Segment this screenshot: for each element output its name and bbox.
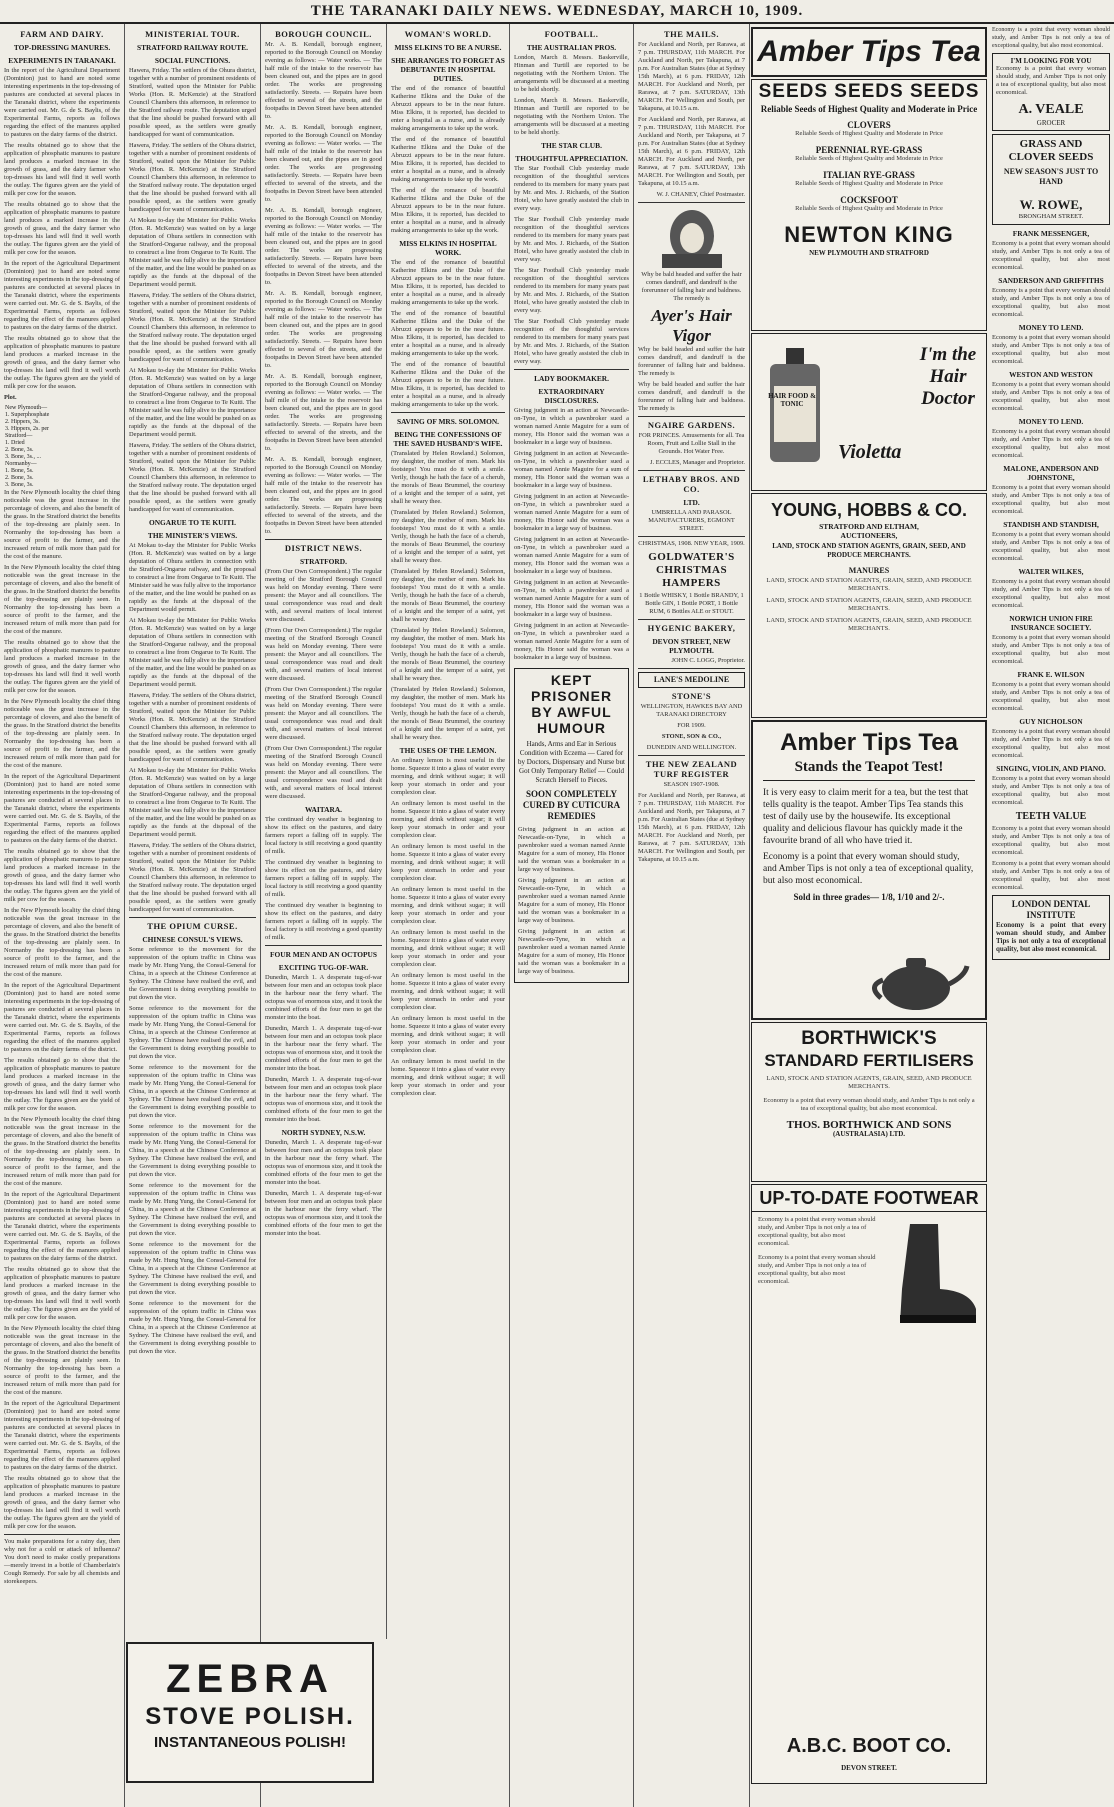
ayer-ad [638, 206, 745, 413]
article-body: The results obtained go to show that the application of phosphatic manures to pasture land produces a marked increase in the growth of grass, and the dairy farmer who top-dresses his land will find it well worth the outlay. The figures given are the yield of milk per cow for the season. [4, 1057, 120, 1112]
table-row: 3. Bone, 3s. [5, 482, 34, 488]
table-row: New Plymouth— [5, 405, 48, 411]
cuticura-body: Hands, Arms and Ear in Serious Condition with Eczema — Cared for by Doctors, Dispensary and Nurse but Got Only Temporary Relief — Could Scratch Herself to Pieces. [518, 740, 625, 784]
hygienic-sub: DEVON STREET, NEW PLYMOUTH. [652, 637, 731, 655]
young-body: LAND, STOCK AND STATION AGENTS, GRAIN, SEED, AND PRODUCE MERCHANTS. [772, 542, 966, 559]
article-body: The continued dry weather is beginning to show its effect on the pastures, and dairy farmers report a falling off in supply. The local factory is still receiving a good quantity of milk. [265, 816, 382, 855]
article-body: At Mokau to-day the Minister for Public Works (Hon. R. McKenzie) was waited on by a large deputation of Ohura settlers in connection with the Stratford-Ongarue railway, and the proposal to construct a line from Ongarue to Te Kuiti. The Minister said he was fully alive to the importance of the matter, and the line would be pushed on as rapidly as the funds at the disposal of the Department would permit. [129, 367, 256, 438]
table-row: 3. Hippers, 2s. per [5, 426, 49, 432]
article-body: (Translated by Helen Rowland.) Solomon, my daughter, the mother of men. Mark his footsteps! You must do it with a smile. Verily, though he hath the face of a cherub, the morals of Beau Brummel, the courtesy of a knight and the temper of a saint, yet shall he weary thee. [391, 450, 505, 505]
article-body: In the New Plymouth locality the chief thing noticeable was the great increase in the percentage of clovers, and also the benefit of the grass. In the Stratford district the benefits of the top-dressing are plainly seen. In Normanby the top-dressing has been a source of profit to the farmer, and the increased return of milk more than paid for the cost of the manure. [4, 907, 120, 978]
borthwick-text: Economy is a point that every woman should study, and Amber Tips is not only a tea of exceptional quality, but also most economical. [763, 1097, 975, 1112]
article-body: In the New Plymouth locality the chief thing noticeable was the great increase in the percentage of clovers, and also the benefit of the grass. In the Stratford district the benefits of the top-dressing are plainly seen. In Normanby the top-dressing has been a source of profit to the farmer, and the increased return of milk more than paid for the cost of the manure. [4, 564, 120, 635]
norwich-text: Economy is a point that every woman should study, and Amber Tips is not only a tea of exceptional quality, but also most economical. [992, 634, 1110, 665]
column-farm-dairy [0, 24, 125, 1807]
article-body: The Star Football Club yesterday made recognition of the thoughtful services rendered to its members for many years past by Mr. and Mrs. J. Richards, of the Station Hotel, who have greatly assisted the club in every way. [514, 165, 629, 212]
veale-ad [992, 53, 1110, 131]
article-body: The results obtained go to show that the application of phosphatic manures to pasture land produces a marked increase in the growth of grass, and the dairy farmer who top-dresses his land will find it well worth the outlay. The figures given are the yield of milk per cow for the season. [4, 142, 120, 197]
amber2-body: It is very easy to claim merit for a tea, but the test that tells quality is the teapot. Amber Tips Tea stands this test of daily use by the housewife. Its exceptional quality and delicious flavour has quickly made it the favourite brand of all who have tried it. [763, 788, 969, 846]
article-subheadline: BEING THE CONFESSIONS OF THE SAVED HUSBAND'S WIFE. [393, 430, 503, 448]
article-body: In the New Plymouth locality the chief thing noticeable was the great increase in the percentage of clovers, and also the benefit of the grass. In the Stratford district the benefits of the top-dressing are plainly seen. In Normanby the top-dressing has been a source of profit to the farmer, and the increased return of milk more than paid for the cost of the manure. [4, 1116, 120, 1187]
section-heading: DISTRICT NEWS. [284, 543, 363, 553]
amber-tips-teapot-ad [751, 720, 987, 1020]
article-body: Some reference to the movement for the suppression of the opium traffic in China was made by Mr. Hung Yung, the Consul-General for China, in a speech at the Chinese Conference at Sydney. The Chinese have realised the evil, and the Government is doing everything possible to put down the vice. [129, 946, 256, 1001]
article-body: In the report of the Agricultural Department (Dominion) just to hand are noted some interesting experiments in the top-dressing of pastures are conducted at several places in the Taranaki district, where the experiments were carried out. Mr. G. de S. Baylis, of the Experimental Farms, reports as follows regarding the effect of the manures applied to pastures on the dairy farms of the district. [4, 1400, 120, 1471]
ngaire-body: FOR PRINCES. Amusements for all. Tea Room, Fruit and Lollie Stall in the Grounds. Hot Water Free. [638, 432, 745, 455]
sanderson-text: Economy is a point that every woman should study, and Amber Tips is not only a tea of exceptional quality, but also most economical. [992, 287, 1110, 318]
article-body: An ordinary lemon is most useful in the home. Squeeze it into a glass of water every morning, and drink without sugar; it will keep your stomach in order and your complexion clear. [391, 1058, 505, 1097]
column-football [510, 24, 634, 1807]
article-body: Hawera, Friday. The settlers of the Ohura district, together with a number of prominent residents of Stratford, waited upon the Minister for Public Works (Hon. R. McKenzie) at the Stratford Council Chambers this afternoon, in reference to the Stratford railway route. The deputation urged that the line should be pushed forward with all possible speed, as the settlers were greatly handicapped for want of communication. [129, 842, 256, 913]
stone-sub: WELLINGTON, HAWKES BAY AND TARANAKI DIRECTORY [640, 703, 743, 718]
masthead: THE TARANAKI DAILY NEWS. WEDNESDAY, MARCH 10, 1909. [0, 0, 1114, 24]
seeds-sub: Reliable Seeds of Highest Quality and Moderate in Price [760, 104, 978, 114]
cuticura-testimonial: Giving judgment in an action at Newcastle-on-Tyne, in which a pawnbroker sued a woman named Annie Maguire for a sum of money, His Honor said the woman was a bookmaker in a large way of business. [518, 826, 625, 873]
nicholson-text: Economy is a point that every woman should study, and Amber Tips is not only a tea of exceptional quality, but also most economical. [992, 728, 1110, 759]
table-row: 1. Superphosphate [5, 412, 50, 418]
sanderson-title: SANDERSON AND GRIFFITHS [998, 276, 1104, 285]
stone-company: STONE, SON & CO., [661, 733, 722, 740]
article-body: (From Our Own Correspondent.) The regular meeting of the Stratford Borough Council was held on Monday evening. There were present: the Mayor and all councillors. The usual correspondence was read and dealt with, and several matters of local interest were discussed. [265, 568, 382, 623]
article-body: Mr. A. B. Kendall, borough engineer, reported to the Borough Council on Monday evening as follows: — Water works. — The half mile of the intake to the reservoir has been cleaned out, and the pipes are in good order. The works are progressing satisfactorily. Streets. — Repairs have been effected to several of the streets, and the footpaths in Devon Street have been attended to. [265, 124, 382, 203]
manures-heading: MANURES [848, 566, 890, 575]
article-body: The end of the romance of beautiful Katherine Elkins and the Duke of the Abruzzi appears to be in the near future. Miss Elkins, it is reported, has decided to enter a hospital as a nurse, and is already making arrangements to take up the work. [391, 85, 505, 132]
column-mails [634, 24, 750, 1807]
footwear-ad [751, 1184, 987, 1784]
mails-signature: W. J. CHANEY, Chief Postmaster. [656, 191, 745, 198]
mails-schedule: For Auckland and North, per Rarawa, at 7 p.m. THURSDAY, 11th MARCH. For Auckland and North, per Takapuna, at 7 p.m. For Australian States (due at Sydney 15th March), at 6 p.m. FRIDAY, 12th MARCH. For Auckland and North, per Rarawa, at 7 p.m. SATURDAY, 13th MARCH. For Wellington and South, per Takapuna, at 10.15 a.m. [638, 116, 745, 187]
article-body: At Mokau to-day the Minister for Public Works (Hon. R. McKenzie) was waited on by a large deputation of Ohura settlers in connection with the Stratford-Ongarue railway, and the proposal to construct a line from Ongarue to Te Kuiti. The Minister said he was fully alive to the importance of the matter, and the line would be pushed on as rapidly as the funds at the disposal of the Department would permit. [129, 542, 256, 613]
article-body: The end of the romance of beautiful Katherine Elkins and the Duke of the Abruzzi appears to be in the near future. Miss Elkins, it is reported, has decided to enter a hospital as a nurse, and is already making arrangements to take up the work. [391, 310, 505, 357]
borthwick-text: LAND, STOCK AND STATION AGENTS, GRAIN, SEED, AND PRODUCE MERCHANTS. [766, 1075, 972, 1090]
article-body: (From Our Own Correspondent.) The regular meeting of the Stratford Borough Council was held on Monday evening. There were present: the Mayor and all councillors. The usual correspondence was read and dealt with, and several matters of local interest were discussed. [265, 745, 382, 800]
norwich-title: NORWICH UNION FIRE INSURANCE SOCIETY. [1009, 614, 1093, 632]
article-subheadline: THE MINISTER'S VIEWS. [147, 531, 238, 540]
veale-text: Economy is a point that every woman should study, and Amber Tips is not only a tea of exceptional quality, but also most economical. [996, 65, 1106, 96]
london-dental-title: LONDON DENTAL INSTITUTE [1011, 899, 1091, 920]
article-headline: MISS ELKINS TO BE A NURSE. [394, 43, 502, 52]
article-body: Hawera, Friday. The settlers of the Ohura district, together with a number of prominent residents of Stratford, waited upon the Minister for Public Works (Hon. R. McKenzie) at the Stratford Council Chambers this afternoon, in reference to the Stratford railway route. The deputation urged that the line should be pushed forward with all possible speed, as the settlers were greatly handicapped for want of communication. [129, 142, 256, 213]
article-body: Hawera, Friday. The settlers of the Ohura district, together with a number of prominent residents of Stratford, waited upon the Minister for Public Works (Hon. R. McKenzie) at the Stratford Council Chambers this afternoon, in reference to the Stratford railway route. The deputation urged that the line should be pushed forward with all possible speed, as the settlers were greatly handicapped for want of communication. [129, 67, 256, 138]
newton-sub: NEW PLYMOUTH AND STRATFORD [809, 249, 929, 257]
article-body: In the New Plymouth locality the chief thing noticeable was the great increase in the percentage of clovers, and also the benefit of the grass. In the Stratford district the benefits of the top-dressing are plainly seen. In Normanby the top-dressing has been a source of profit to the farmer, and the increased return of milk more than paid for the cost of the manure. [4, 698, 120, 769]
section-heading: WOMAN'S WORLD. [404, 29, 492, 39]
zebra-line2: STOVE POLISH. [145, 1703, 355, 1730]
frank-wilson-title: FRANK E. WILSON [1017, 670, 1085, 679]
article-body: Mr. A. B. Kendall, borough engineer, reported to the Borough Council on Monday evening as follows: — Water works. — The half mile of the intake to the reservoir has been cleaned out, and the pipes are in good order. The works are progressing satisfactorily. Streets. — Repairs have been effected to several of the streets, and the footpaths in Devon Street have been attended to. [265, 290, 382, 369]
article-headline: SAVING OF MRS. SOLOMON. [396, 417, 500, 426]
article-body: (Translated by Helen Rowland.) Solomon, my daughter, the mother of men. Mark his footsteps! You must do it with a smile. Verily, though he hath the face of a cherub, the morals of Beau Brummel, the courtesy of a knight and the temper of a saint, yet shall he weary thee. [391, 627, 505, 682]
article-body: Hawera, Friday. The settlers of the Ohura district, together with a number of prominent residents of Stratford, waited upon the Minister for Public Works (Hon. R. McKenzie) at the Stratford Council Chambers this afternoon, in reference to the Stratford railway route. The deputation urged that the line should be pushed forward with all possible speed, as the settlers were greatly handicapped for want of communication. [129, 692, 256, 763]
messenger-title: FRANK MESSENGER, [1012, 229, 1090, 238]
table-row: 2. Bone, 3s. [5, 475, 34, 481]
teeth-text: Economy is a point that every woman should study, and Amber Tips is not only a tea of exceptional quality, but also most economical. [992, 825, 1110, 856]
column-classifieds [988, 24, 1114, 1807]
article-headline: FOUR MEN AND AN OCTOPUS [269, 950, 378, 959]
cocksfoot-text: Reliable Seeds of Highest Quality and Moderate in Price [795, 205, 943, 212]
lethaby-title: LETHABY BROS. AND CO. [642, 474, 741, 494]
article-subheadline: EXPERIMENTS IN TARANAKI. [8, 56, 116, 65]
article-body: The results obtained go to show that the application of phosphatic manures to pasture land produces a marked increase in the growth of grass, and the dairy farmer who top-dresses his land will find it well worth the outlay. The figures given are the yield of milk per cow for the season. [4, 201, 120, 256]
article-headline: ONGARUE TO TE KUITI. [148, 518, 237, 527]
hygienic-title: HYGENIC BAKERY, [647, 623, 736, 633]
woman-portrait-illustration [642, 206, 742, 268]
article-body: The end of the romance of beautiful Katherine Elkins and the Duke of the Abruzzi appears to be in the near future. Miss Elkins, it is reported, has decided to enter a hospital as a nurse, and is already making arrangements to take up the work. [391, 187, 505, 234]
amber2-body2: Economy is a point that every woman should study, and Amber Tips is not only a tea of exceptional quality, but also most economical. [763, 852, 974, 886]
violetta-ad [751, 333, 987, 491]
table-row: 1. Bone, 5s. [5, 468, 34, 474]
amber2-sub: Stands the Teapot Test! [763, 758, 975, 781]
singing-title: SINGING, VIOLIN, AND PIANO. [996, 764, 1106, 773]
footwear-list: Economy is a point that every woman should study, and Amber Tips is not only a tea of exceptional quality, but also most economical. [758, 1254, 876, 1285]
young-list: LAND, STOCK AND STATION AGENTS, GRAIN, SEED, AND PRODUCE MERCHANTS. [766, 577, 972, 592]
veale-top: I'M LOOKING FOR YOU [1010, 57, 1092, 65]
borthwick-ad [751, 1022, 987, 1182]
article-subheadline: CHINESE CONSUL'S VIEWS. [142, 935, 243, 944]
lethaby-sub: LTD. [683, 498, 700, 507]
italian-heading: ITALIAN RYE-GRASS [823, 170, 915, 180]
table-row: 3. Bone, 3s., ... [5, 454, 41, 460]
goldwater-body: 1 Bottle WHISKY, 1 Bottle BRANDY, 1 Bottle GIN, 1 Bottle PORT, 1 Bottle RUM, 6 Bottles ALE or STOUT. [639, 592, 744, 615]
article-body: In the report of the Agricultural Department (Dominion) just to hand are noted some interesting experiments in the top-dressing of pastures are conducted at several places in the Taranaki district, where the experiments were carried out. Mr. G. de S. Baylis, of the Experimental Farms, reports as follows regarding the effect of the manures applied to pastures on the dairy farms of the district. [4, 773, 120, 844]
column-womans-world [387, 24, 510, 1807]
article-body: At Mokau to-day the Minister for Public Works (Hon. R. McKenzie) was waited on by a large deputation of Ohura settlers in connection with the Stratford-Ongarue railway, and the proposal to construct a line from Ongarue to Te Kuiti. The Minister said he was fully alive to the importance of the matter, and the line would be pushed on as rapidly as the funds at the disposal of the Department would permit. [129, 217, 256, 288]
article-body: (From Our Own Correspondent.) The regular meeting of the Stratford Borough Council was held on Monday evening. There were present: the Mayor and all councillors. The usual correspondence was read and dealt with, and several matters of local interest were discussed. [265, 627, 382, 682]
table-label: Plot. [4, 394, 17, 401]
money-title: MONEY TO LEND. [1018, 323, 1084, 332]
article-headline: THE OPIUM CURSE. [147, 921, 238, 931]
london-dental-text: Economy is a point that every woman should study, and Amber Tips is not only a tea of exceptional quality, but also most economical. [996, 921, 1106, 953]
article-body: Giving judgment in an action at Newcastle-on-Tyne, in which a pawnbroker sued a woman named Annie Maguire for a sum of money, His Honor said the woman was a bookmaker in a large way of business. [514, 450, 629, 489]
article-body: Hawera, Friday. The settlers of the Ohura district, together with a number of prominent residents of Stratford, waited upon the Minister for Public Works (Hon. R. McKenzie) at the Stratford Council Chambers this afternoon, in reference to the Stratford railway route. The deputation urged that the line should be pushed forward with all possible speed, as the settlers were greatly handicapped for want of communication. [129, 292, 256, 363]
zebra-polish-ad [126, 1642, 374, 1783]
article-subheadline: STRATFORD. [300, 557, 347, 566]
cocksfoot-heading: COCKSFOOT [840, 195, 898, 205]
article-body: In the report of the Agricultural Department (Dominion) just to hand are noted some interesting experiments in the top-dressing of pastures are conducted at several places in the Taranaki district, where the experiments were carried out. Mr. G. de S. Baylis, of the Experimental Farms, reports as follows regarding the effect of the manures applied to pastures on the dairy farms of the district. [4, 1191, 120, 1262]
ryegrass-text: Reliable Seeds of Highest Quality and Moderate in Price [795, 155, 943, 162]
borthwick-signature2: (AUSTRALASIA) LTD. [832, 1130, 906, 1138]
young-sub2: AUCTIONEERS, [840, 531, 898, 540]
mails-schedule: For Auckland and North, per Rarawa, at 7 p.m. THURSDAY, 11th MARCH. For Auckland and North, per Takapuna, at 7 p.m. For Australian States (due at Sydney 15th March), at 6 p.m. FRIDAY, 12th MARCH. For Auckland and North, per Rarawa, at 7 p.m. SATURDAY, 13th MARCH. For Wellington and South, per Takapuna, at 10.15 a.m. [638, 41, 745, 112]
article-body: Giving judgment in an action at Newcastle-on-Tyne, in which a pawnbroker sued a woman named Annie Maguire for a sum of money, His Honor said the woman was a bookmaker in a large way of business. [514, 579, 629, 618]
article-headline: LADY BOOKMAKER. [534, 374, 609, 383]
section-heading: THE MAILS. [663, 29, 720, 39]
standish-title: STANDISH AND STANDISH, [1003, 520, 1099, 529]
article-subheadline: MISS ELKINS IN HOSPITAL WORK. [399, 239, 497, 257]
article-body: The results obtained go to show that the application of phosphatic manures to pasture land produces a marked increase in the growth of grass, and the dairy farmer who top-dresses his land will find it well worth the outlay. The figures given are the yield of milk per cow for the season. [4, 1475, 120, 1530]
article-body: An ordinary lemon is most useful in the home. Squeeze it into a glass of water every morning, and drink without sugar; it will keep your stomach in order and your complexion clear. [391, 800, 505, 839]
money-text: Economy is a point that every woman should study, and Amber Tips is not only a tea of exceptional quality, but also most economical. [992, 334, 1110, 365]
article-body: The continued dry weather is beginning to show its effect on the pastures, and dairy farmers report a falling off in supply. The local factory is still receiving a good quantity of milk. [265, 859, 382, 898]
article-body: Some reference to the movement for the suppression of the opium traffic in China was made by Mr. Hung Yung, the Consul-General for China, in a speech at the Chinese Conference at Sydney. The Chinese have realised the evil, and the Government is doing everything possible to put down the vice. [129, 1241, 256, 1296]
young-title: YOUNG, HOBBS & CO. [770, 500, 967, 520]
ayer-testimonial: Why be bald headed and suffer the hair comes dandruff, and dandruff is the forerunner of falling hair and baldness. The remedy is [638, 381, 745, 412]
article-body: Some reference to the movement for the suppression of the opium traffic in China was made by Mr. Hung Yung, the Consul-General for China, in a speech at the Chinese Conference at Sydney. The Chinese have realised the evil, and the Government is doing everything possible to put down the vice. [129, 1123, 256, 1178]
article-body: The continued dry weather is beginning to show its effect on the pastures, and dairy farmers report a falling off in supply. The local factory is still receiving a good quantity of milk. [265, 902, 382, 941]
ayer-testimonial: Why be bald headed and suffer the hair comes dandruff, and dandruff is the forerunner of falling hair and baldness. The remedy is [638, 346, 745, 377]
cuticura-cure: SOON COMPLETELY CURED BY CUTICURA REMEDIES [522, 789, 621, 821]
rowe-sub: NEW SEASON'S JUST TO HAND [1003, 167, 1099, 186]
turf-title: THE NEW ZEALAND TURF REGISTER [645, 759, 738, 779]
article-subheadline: NORTH SYDNEY, N.S.W. [281, 1128, 366, 1137]
zebra-line3: INSTANTANEOUS POLISH! [154, 1734, 346, 1751]
table-row: 2. Hippers, 3s. [5, 419, 40, 425]
article-body: Mr. A. B. Kendall, borough engineer, reported to the Borough Council on Monday evening as follows: — Water works. — The half mile of the intake to the reservoir has been cleaned out, and the pipes are in good order. The works are progressing satisfactorily. Streets. — Repairs have been effected to several of the streets, and the footpaths in Devon Street have been attended to. [265, 41, 382, 120]
weston-text: Economy is a point that every woman should study, and Amber Tips is not only a tea of exceptional quality, but also most economical. [992, 381, 1110, 412]
article-body: The results obtained go to show that the application of phosphatic manures to pasture land produces a marked increase in the growth of grass, and the dairy farmer who top-dresses his land will find it well worth the outlay. The figures given are the yield of milk per cow for the season. [4, 335, 120, 390]
young-sub: STRATFORD AND ELTHAM, [819, 522, 919, 531]
article-body: In the report of the Agricultural Department (Dominion) just to hand are noted some interesting experiments in the top-dressing of pastures are conducted at several places in the Taranaki district, where the experiments were carried out. Mr. G. de S. Baylis, of the Experimental Farms, reports as follows regarding the effect of the manures applied to pastures on the dairy farms of the district. [4, 260, 120, 331]
messenger-text: Economy is a point that every woman should study, and Amber Tips is not only a tea of exceptional quality, but also most economical. [992, 240, 1110, 271]
rowe-name: W. ROWE, [1019, 197, 1083, 212]
section-heading: MINISTERIAL TOUR. [145, 29, 240, 39]
article-body: London, March 8. Messrs. Baskerville, Hinman and Turtill are reported to be negotiating with the Northern Union. The arrangements will be discussed at a meeting to be held shortly. [514, 54, 629, 93]
hair-food-label: HAIR FOOD & TONIC [768, 392, 816, 408]
abc-sub: DEVON STREET. [841, 1764, 897, 1772]
amber2-title: Amber Tips Tea [780, 729, 958, 756]
hygienic-signature: JOHN C. LOGG, Proprietor. [671, 657, 745, 664]
article-body: At Mokau to-day the Minister for Public Works (Hon. R. McKenzie) was waited on by a large deputation of Ohura settlers in connection with the Stratford-Ongarue railway, and the proposal to construct a line from Ongarue to Te Kuiti. The Minister said he was fully alive to the importance of the matter, and the line would be pushed on as rapidly as the funds at the disposal of the Department would permit. [129, 617, 256, 688]
borthwick-title: BORTHWICK'S [801, 1028, 937, 1049]
article-subheadline: SOCIAL FUNCTIONS. [154, 56, 231, 65]
turf-body: For Auckland and North, per Rarawa, at 7 p.m. THURSDAY, 11th MARCH. For Auckland and North, per Takapuna, at 7 p.m. For Australian States (due at Sydney 15th March), at 6 p.m. FRIDAY, 12th MARCH. For Auckland and North, per Rarawa, at 7 p.m. SATURDAY, 13th MARCH. For Wellington and South, per Takapuna, at 10.15 a.m. [638, 792, 745, 863]
violetta-title: Violetta [838, 441, 902, 463]
article-headline: THE STAR CLUB. [541, 141, 602, 150]
rowe-ad [992, 134, 1110, 225]
walter-text: Economy is a point that every woman should study, and Amber Tips is not only a tea of exceptional quality, but also most economical. [992, 578, 1110, 609]
article-body: An ordinary lemon is most useful in the home. Squeeze it into a glass of water every morning, and drink without sugar; it will keep your stomach in order and your complexion clear. [391, 843, 505, 882]
lanes-title: LANE'S MEDOLINE [653, 675, 730, 684]
article-body: The results obtained go to show that the application of phosphatic manures to pasture land produces a marked increase in the growth of grass, and the dairy farmer who top-dresses his land will find it well worth the outlay. The figures given are the yield of milk per cow for the season. [4, 848, 120, 903]
article-body: Dunedin, March 1. A desperate tug-of-war between four men and an octopus took place in the harbour near the ferry wharf. The octopus was of enormous size, and it took the combined efforts of the four men to get the monster into the boat. [265, 1139, 382, 1186]
boot-illustration [890, 1219, 980, 1329]
goldwater-title: GOLDWATER'S CHRISTMAS HAMPERS [648, 551, 735, 589]
article-body: Hawera, Friday. The settlers of the Ohura district, together with a number of prominent residents of Stratford, waited upon the Minister for Public Works (Hon. R. McKenzie) at the Stratford Council Chambers this afternoon, in reference to the Stratford railway route. The deputation urged that the line should be pushed forward with all possible speed, as the settlers were greatly handicapped for want of communication. [129, 442, 256, 513]
article-body: Some reference to the movement for the suppression of the opium traffic in China was made by Mr. Hung Yung, the Consul-General for China, in a speech at the Chinese Conference at Sydney. The Chinese have realised the evil, and the Government is doing everything possible to put down the vice. [129, 1064, 256, 1119]
article-body: Mr. A. B. Kendall, borough engineer, reported to the Borough Council on Monday evening as follows: — Water works. — The half mile of the intake to the reservoir has been cleaned out, and the pipes are in good order. The works are progressing satisfactorily. Streets. — Repairs have been effected to several of the streets, and the footpaths in Devon Street have been attended to. [265, 373, 382, 452]
article-subheadline: EXCITING TUG-OF-WAR. [278, 963, 369, 972]
article-headline: STRATFORD RAILWAY ROUTE. [137, 43, 248, 52]
nicholson-title: GUY NICHOLSON [1019, 717, 1083, 726]
column-borough [261, 24, 387, 1639]
london-dental-ad [992, 895, 1110, 960]
stone-year: FOR 1909. [677, 722, 706, 729]
column-ministerial [125, 24, 261, 1807]
borthwick-signature: THOS. BORTHWICK AND SONS [786, 1119, 952, 1131]
article-body: Some reference to the movement for the suppression of the opium traffic in China was made by Mr. Hung Yung, the Consul-General for China, in a speech at the Chinese Conference at Sydney. The Chinese have realised the evil, and the Government is doing everything possible to put down the vice. [129, 1005, 256, 1060]
amber-tips-title: Amber Tips Tea [757, 35, 981, 68]
article-body: Giving judgment in an action at Newcastle-on-Tyne, in which a pawnbroker sued a woman named Annie Maguire for a sum of money, His Honor said the woman was a bookmaker in a large way of business. [514, 622, 629, 661]
stone-city: DUNEDIN AND WELLINGTON. [646, 744, 737, 751]
italian-text: Reliable Seeds of Highest Quality and Moderate in Price [795, 180, 943, 187]
amber2-prices: Sold in three grades— 1/8, 1/10 and 2/-. [793, 892, 945, 902]
young-list: LAND, STOCK AND STATION AGENTS, GRAIN, SEED, AND PRODUCE MERCHANTS. [766, 617, 972, 632]
article-body: Dunedin, March 1. A desperate tug-of-war between four men and an octopus took place in the harbour near the ferry wharf. The octopus was of enormous size, and it took the combined efforts of the four men to get the monster into the boat. [265, 1025, 382, 1072]
money-text: Economy is a point that every woman should study, and Amber Tips is not only a tea of exceptional quality, but also most economical. [992, 428, 1110, 459]
borthwick-sub: STANDARD FERTILISERS [764, 1051, 974, 1070]
article-body: (Translated by Helen Rowland.) Solomon, my daughter, the mother of men. Mark his footsteps! You must do it with a smile. Verily, though he hath the face of a cherub, the morals of Beau Brummel, the courtesy of a knight and the temper of a saint, yet shall he weary thee. [391, 568, 505, 623]
amber-tips-blurb: Economy is a point that every woman should study, and Amber Tips is not only a tea of exceptional quality, but also most economical. [992, 27, 1110, 49]
article-body: (Translated by Helen Rowland.) Solomon, my daughter, the mother of men. Mark his footsteps! You must do it with a smile. Verily, though he hath the face of a cherub, the morals of Beau Brummel, the courtesy of a knight and the temper of a saint, yet shall he weary thee. [391, 509, 505, 564]
table-row: Normanby— [5, 461, 37, 467]
young-list: LAND, STOCK AND STATION AGENTS, GRAIN, SEED, AND PRODUCE MERCHANTS. [766, 597, 972, 612]
section-heading: BOROUGH COUNCIL. [275, 29, 372, 39]
article-body: In the New Plymouth locality the chief thing noticeable was the great increase in the percentage of clovers, and also the benefit of the grass. In the Stratford district the benefits of the top-dressing are plainly seen. In Normanby the top-dressing has been a source of profit to the farmer, and the increased return of milk more than paid for the cost of the manure. [4, 1325, 120, 1396]
abc-title: A.B.C. BOOT CO. [786, 1735, 952, 1757]
article-body: Mr. A. B. Kendall, borough engineer, reported to the Borough Council on Monday evening as follows: — Water works. — The half mile of the intake to the reservoir has been cleaned out, and the pipes are in good order. The works are progressing satisfactorily. Streets. — Repairs have been effected to several of the streets, and the footpaths in Devon Street have been attended to. [265, 456, 382, 535]
weston-title: WESTON AND WESTON [1009, 370, 1093, 379]
walter-title: WALTER WILKES, [1018, 567, 1084, 576]
results-table [4, 405, 120, 489]
article-subheadline: THOUGHTFUL APPRECIATION. [515, 154, 628, 163]
lethaby-body: UMBRELLA AND PARASOL MANUFACTURERS, EGMONT STREET. [648, 509, 735, 532]
article-body: An ordinary lemon is most useful in the home. Squeeze it into a glass of water every morning, and drink without sugar; it will keep your stomach in order and your complexion clear. [391, 972, 505, 1011]
christmas-line: CHRISTMAS, 1908. NEW YEAR, 1909. [638, 540, 745, 547]
amber-tips-banner [751, 27, 987, 77]
article-body: The end of the romance of beautiful Katherine Elkins and the Duke of the Abruzzi appears to be in the near future. Miss Elkins, it is reported, has decided to enter a hospital as a nurse, and is already making arrangements to take up the work. [391, 136, 505, 183]
table-row: 1. Dried [5, 440, 25, 446]
article-body: (Translated by Helen Rowland.) Solomon, my daughter, the mother of men. Mark his footsteps! You must do it with a smile. Verily, though he hath the face of a cherub, the morals of Beau Brummel, the courtesy of a knight and the temper of a saint, yet shall he weary thee. [391, 686, 505, 741]
ngaire-title: NGAIRE GARDENS. [647, 420, 736, 430]
cuticura-testimonial: Giving judgment in an action at Newcastle-on-Tyne, in which a pawnbroker sued a woman named Annie Maguire for a sum of money, His Honor said the woman was a bookmaker in a large way of business. [518, 877, 625, 924]
stone-title: STONE'S [671, 691, 712, 701]
teeth-title: TEETH VALUE [1015, 811, 1087, 822]
article-headline: THE USES OF THE LEMON. [399, 746, 497, 755]
seeds-header: SEEDS SEEDS SEEDS [758, 81, 980, 102]
chamberlain-notice: You make preparations for a rainy day, then why not for a cold or attack of influenza? You don't need to make costly preparations—merely invest in a bottle of Chamberlain's Cough Remedy. For sale by all chemists and storekeepers. [4, 1538, 120, 1585]
cuticura-ad [514, 668, 629, 983]
seeds-ad [751, 79, 987, 331]
cuticura-testimonial: Giving judgment in an action at Newcastle-on-Tyne, in which a pawnbroker sued a woman named Annie Maguire for a sum of money, His Honor said the woman was a bookmaker in a large way of business. [518, 928, 625, 975]
article-body: The Star Football Club yesterday made recognition of the thoughtful services rendered to its members for many years past by Mr. and Mrs. J. Richards, of the Station Hotel, who have greatly assisted the club in every way. [514, 216, 629, 263]
clovers-heading: CLOVERS [847, 120, 891, 130]
ayer-body: Why be bald headed and suffer the hair comes dandruff, and dandruff is the forerunner of falling hair and baldness. The remedy is [641, 271, 742, 302]
article-headline: THE AUSTRALIAN PROS. [526, 43, 617, 52]
article-body: Giving judgment in an action at Newcastle-on-Tyne, in which a pawnbroker sued a woman named Annie Maguire for a sum of money, His Honor said the woman was a bookmaker in a large way of business. [514, 493, 629, 532]
article-body: In the report of the Agricultural Department (Dominion) just to hand are noted some interesting experiments in the top-dressing of pastures are conducted at several places in the Taranaki district, where the experiments were carried out. Mr. G. de S. Baylis, of the Experimental Farms, reports as follows regarding the effect of the manures applied to pastures on the dairy farms of the district. [4, 67, 120, 138]
newton-title: NEWTON KING [784, 222, 954, 247]
cuticura-title: KEPT PRISONER BY AWFUL HUMOUR [530, 672, 613, 736]
veale-sub: GROCER [1036, 119, 1066, 127]
teapot-illustration [861, 952, 971, 1012]
footwear-title: UP-TO-DATE FOOTWEAR [752, 1185, 986, 1212]
article-body: Dunedin, March 1. A desperate tug-of-war between four men and an octopus took place in the harbour near the ferry wharf. The octopus was of enormous size, and it took the combined efforts of the four men to get the monster into the boat. [265, 1076, 382, 1123]
footwear-list: Economy is a point that every woman should study, and Amber Tips is not only a tea of exceptional quality, but also most economical. [758, 1216, 876, 1247]
article-subheadline: WAITARA. [304, 805, 343, 814]
malone-text: Economy is a point that every woman should study, and Amber Tips is not only a tea of exceptional quality, but also most economical. [992, 484, 1110, 515]
article-subheadline: SHE ARRANGES TO FORGET AS DEBUTANTE IN HOSPITAL DUTIES. [391, 56, 505, 83]
article-body: An ordinary lemon is most useful in the home. Squeeze it into a glass of water every morning, and drink without sugar; it will keep your stomach in order and your complexion clear. [391, 1015, 505, 1054]
article-body: The Star Football Club yesterday made recognition of the thoughtful services rendered to its members for many years past by Mr. and Mrs. J. Richards, of the Station Hotel, who have greatly assisted the club in every way. [514, 318, 629, 365]
article-body: The Star Football Club yesterday made recognition of the thoughtful services rendered to its members for many years past by Mr. and Mrs. J. Richards, of the Station Hotel, who have greatly assisted the club in every way. [514, 267, 629, 314]
ayer-title: Ayer's Hair Vigor [651, 306, 732, 345]
article-subheadline: EXTRAORDINARY DISCLOSURES. [538, 387, 605, 405]
article-headline: TOP-DRESSING MANURES. [13, 43, 111, 52]
article-body: In the report of the Agricultural Department (Dominion) just to hand are noted some interesting experiments in the top-dressing of pastures are conducted at several places in the Taranaki district, where the experiments were carried out. Mr. G. de S. Baylis, of the Experimental Farms, reports as follows regarding the effect of the manures applied to pastures on the dairy farms of the district. [4, 982, 120, 1053]
article-body: London, March 8. Messrs. Baskerville, Hinman and Turtill are reported to be negotiating with the Northern Union. The arrangements will be discussed at a meeting to be held shortly. [514, 97, 629, 136]
zebra-title: ZEBRA [166, 1657, 334, 1701]
article-body: Giving judgment in an action at Newcastle-on-Tyne, in which a pawnbroker sued a woman named Annie Maguire for a sum of money, His Honor said the woman was a bookmaker in a large way of business. [514, 536, 629, 575]
young-hobbs-ad [751, 493, 987, 718]
article-body: Mr. A. B. Kendall, borough engineer, reported to the Borough Council on Monday evening as follows: — Water works. — The half mile of the intake to the reservoir has been cleaned out, and the pipes are in good order. The works are progressing satisfactorily. Streets. — Repairs have been effected to several of the streets, and the footpaths in Devon Street have been attended to. [265, 207, 382, 286]
section-heading: FOOTBALL. [544, 29, 599, 39]
veale-title: A. VEALE [1018, 102, 1084, 117]
article-body: An ordinary lemon is most useful in the home. Squeeze it into a glass of water every morning, and drink without sugar; it will keep your stomach in order and your complexion clear. [391, 929, 505, 968]
article-body: The results obtained go to show that the application of phosphatic manures to pasture land produces a marked increase in the growth of grass, and the dairy farmer who top-dresses his land will find it well worth the outlay. The figures given are the yield of milk per cow for the season. [4, 1266, 120, 1321]
hair-doctor-title: I'm the Hair Doctor [919, 344, 977, 409]
article-body: An ordinary lemon is most useful in the home. Squeeze it into a glass of water every morning, and drink without sugar; it will keep your stomach in order and your complexion clear. [391, 886, 505, 925]
article-body: Dunedin, March 1. A desperate tug-of-war between four men and an octopus took place in the harbour near the ferry wharf. The octopus was of enormous size, and it took the combined efforts of the four men to get the monster into the boat. [265, 1190, 382, 1237]
teeth-text: Economy is a point that every woman should study, and Amber Tips is not only a tea of exceptional quality, but also most economical. [992, 860, 1110, 891]
frank-wilson-text: Economy is a point that every woman should study, and Amber Tips is not only a tea of exceptional quality, but also most economical. [992, 681, 1110, 712]
rowe-street: BRONGHAM STREET. [1018, 213, 1084, 220]
article-body: The end of the romance of beautiful Katherine Elkins and the Duke of the Abruzzi appears to be in the near future. Miss Elkins, it is reported, has decided to enter a hospital as a nurse, and is already making arrangements to take up the work. [391, 259, 505, 306]
turf-sub: SEASON 1907-1908. [663, 781, 720, 788]
table-row: Stratford— [5, 433, 33, 439]
article-body: In the New Plymouth locality the chief thing noticeable was the great increase in the percentage of clovers, and also the benefit of the grass. In the Stratford district the benefits of the top-dressing are plainly seen. In Normanby the top-dressing has been a source of profit to the farmer, and the increased return of milk more than paid for the cost of the manure. [4, 489, 120, 560]
lanes-ad [638, 672, 745, 688]
article-body: Some reference to the movement for the suppression of the opium traffic in China was made by Mr. Hung Yung, the Consul-General for China, in a speech at the Chinese Conference at Sydney. The Chinese have realised the evil, and the Government is doing everything possible to put down the vice. [129, 1182, 256, 1237]
section-heading: FARM AND DAIRY. [20, 29, 104, 39]
article-body: At Mokau to-day the Minister for Public Works (Hon. R. McKenzie) was waited on by a large deputation of Ohura settlers in connection with the Stratford-Ongarue railway, and the proposal to construct a line from Ongarue to Te Kuiti. The Minister said he was fully alive to the importance of the matter, and the line would be pushed on as rapidly as the funds at the disposal of the Department would permit. [129, 767, 256, 838]
article-body: (From Our Own Correspondent.) The regular meeting of the Stratford Borough Council was held on Monday evening. There were present: the Mayor and all councillors. The usual correspondence was read and dealt with, and several matters of local interest were discussed. [265, 686, 382, 741]
article-body: The results obtained go to show that the application of phosphatic manures to pasture land produces a marked increase in the growth of grass, and the dairy farmer who top-dresses his land will find it well worth the outlay. The figures given are the yield of milk per cow for the season. [4, 639, 120, 694]
table-row: 2. Bone, 3s. [5, 447, 34, 453]
money-title: MONEY TO LEND. [1018, 417, 1084, 426]
standish-text: Economy is a point that every woman should study, and Amber Tips is not only a tea of exceptional quality, but also most economical. [992, 531, 1110, 562]
article-body: Some reference to the movement for the suppression of the opium traffic in China was made by Mr. Hung Yung, the Consul-General for China, in a speech at the Chinese Conference at Sydney. The Chinese have realised the evil, and the Government is doing everything possible to put down the vice. [129, 1300, 256, 1355]
malone-title: MALONE, ANDERSON AND JOHNSTONE, [1003, 464, 1099, 482]
singing-text: Economy is a point that every woman should study, and Amber Tips is not only a tea of exceptional quality, but also most economical. [992, 775, 1110, 806]
article-body: The end of the romance of beautiful Katherine Elkins and the Duke of the Abruzzi appears to be in the near future. Miss Elkins, it is reported, has decided to enter a hospital as a nurse, and is already making arrangements to take up the work. [391, 361, 505, 408]
article-body: Dunedin, March 1. A desperate tug-of-war between four men and an octopus took place in the harbour near the ferry wharf. The octopus was of enormous size, and it took the combined efforts of the four men to get the monster into the boat. [265, 974, 382, 1021]
ngaire-signature: J. ECCLES, Manager and Proprietor. [650, 459, 745, 466]
article-body: Giving judgment in an action at Newcastle-on-Tyne, in which a pawnbroker sued a woman named Annie Maguire for a sum of money, His Honor said the woman was a bookmaker in a large way of business. [514, 407, 629, 446]
rowe-title: GRASS AND CLOVER SEEDS [1008, 138, 1094, 163]
ryegrass-heading: PERENNIAL RYE-GRASS [815, 145, 923, 155]
article-body: An ordinary lemon is most useful in the home. Squeeze it into a glass of water every morning, and drink without sugar; it will keep your stomach in order and your complexion clear. [391, 757, 505, 796]
clovers-text: Reliable Seeds of Highest Quality and Moderate in Price [795, 130, 943, 137]
